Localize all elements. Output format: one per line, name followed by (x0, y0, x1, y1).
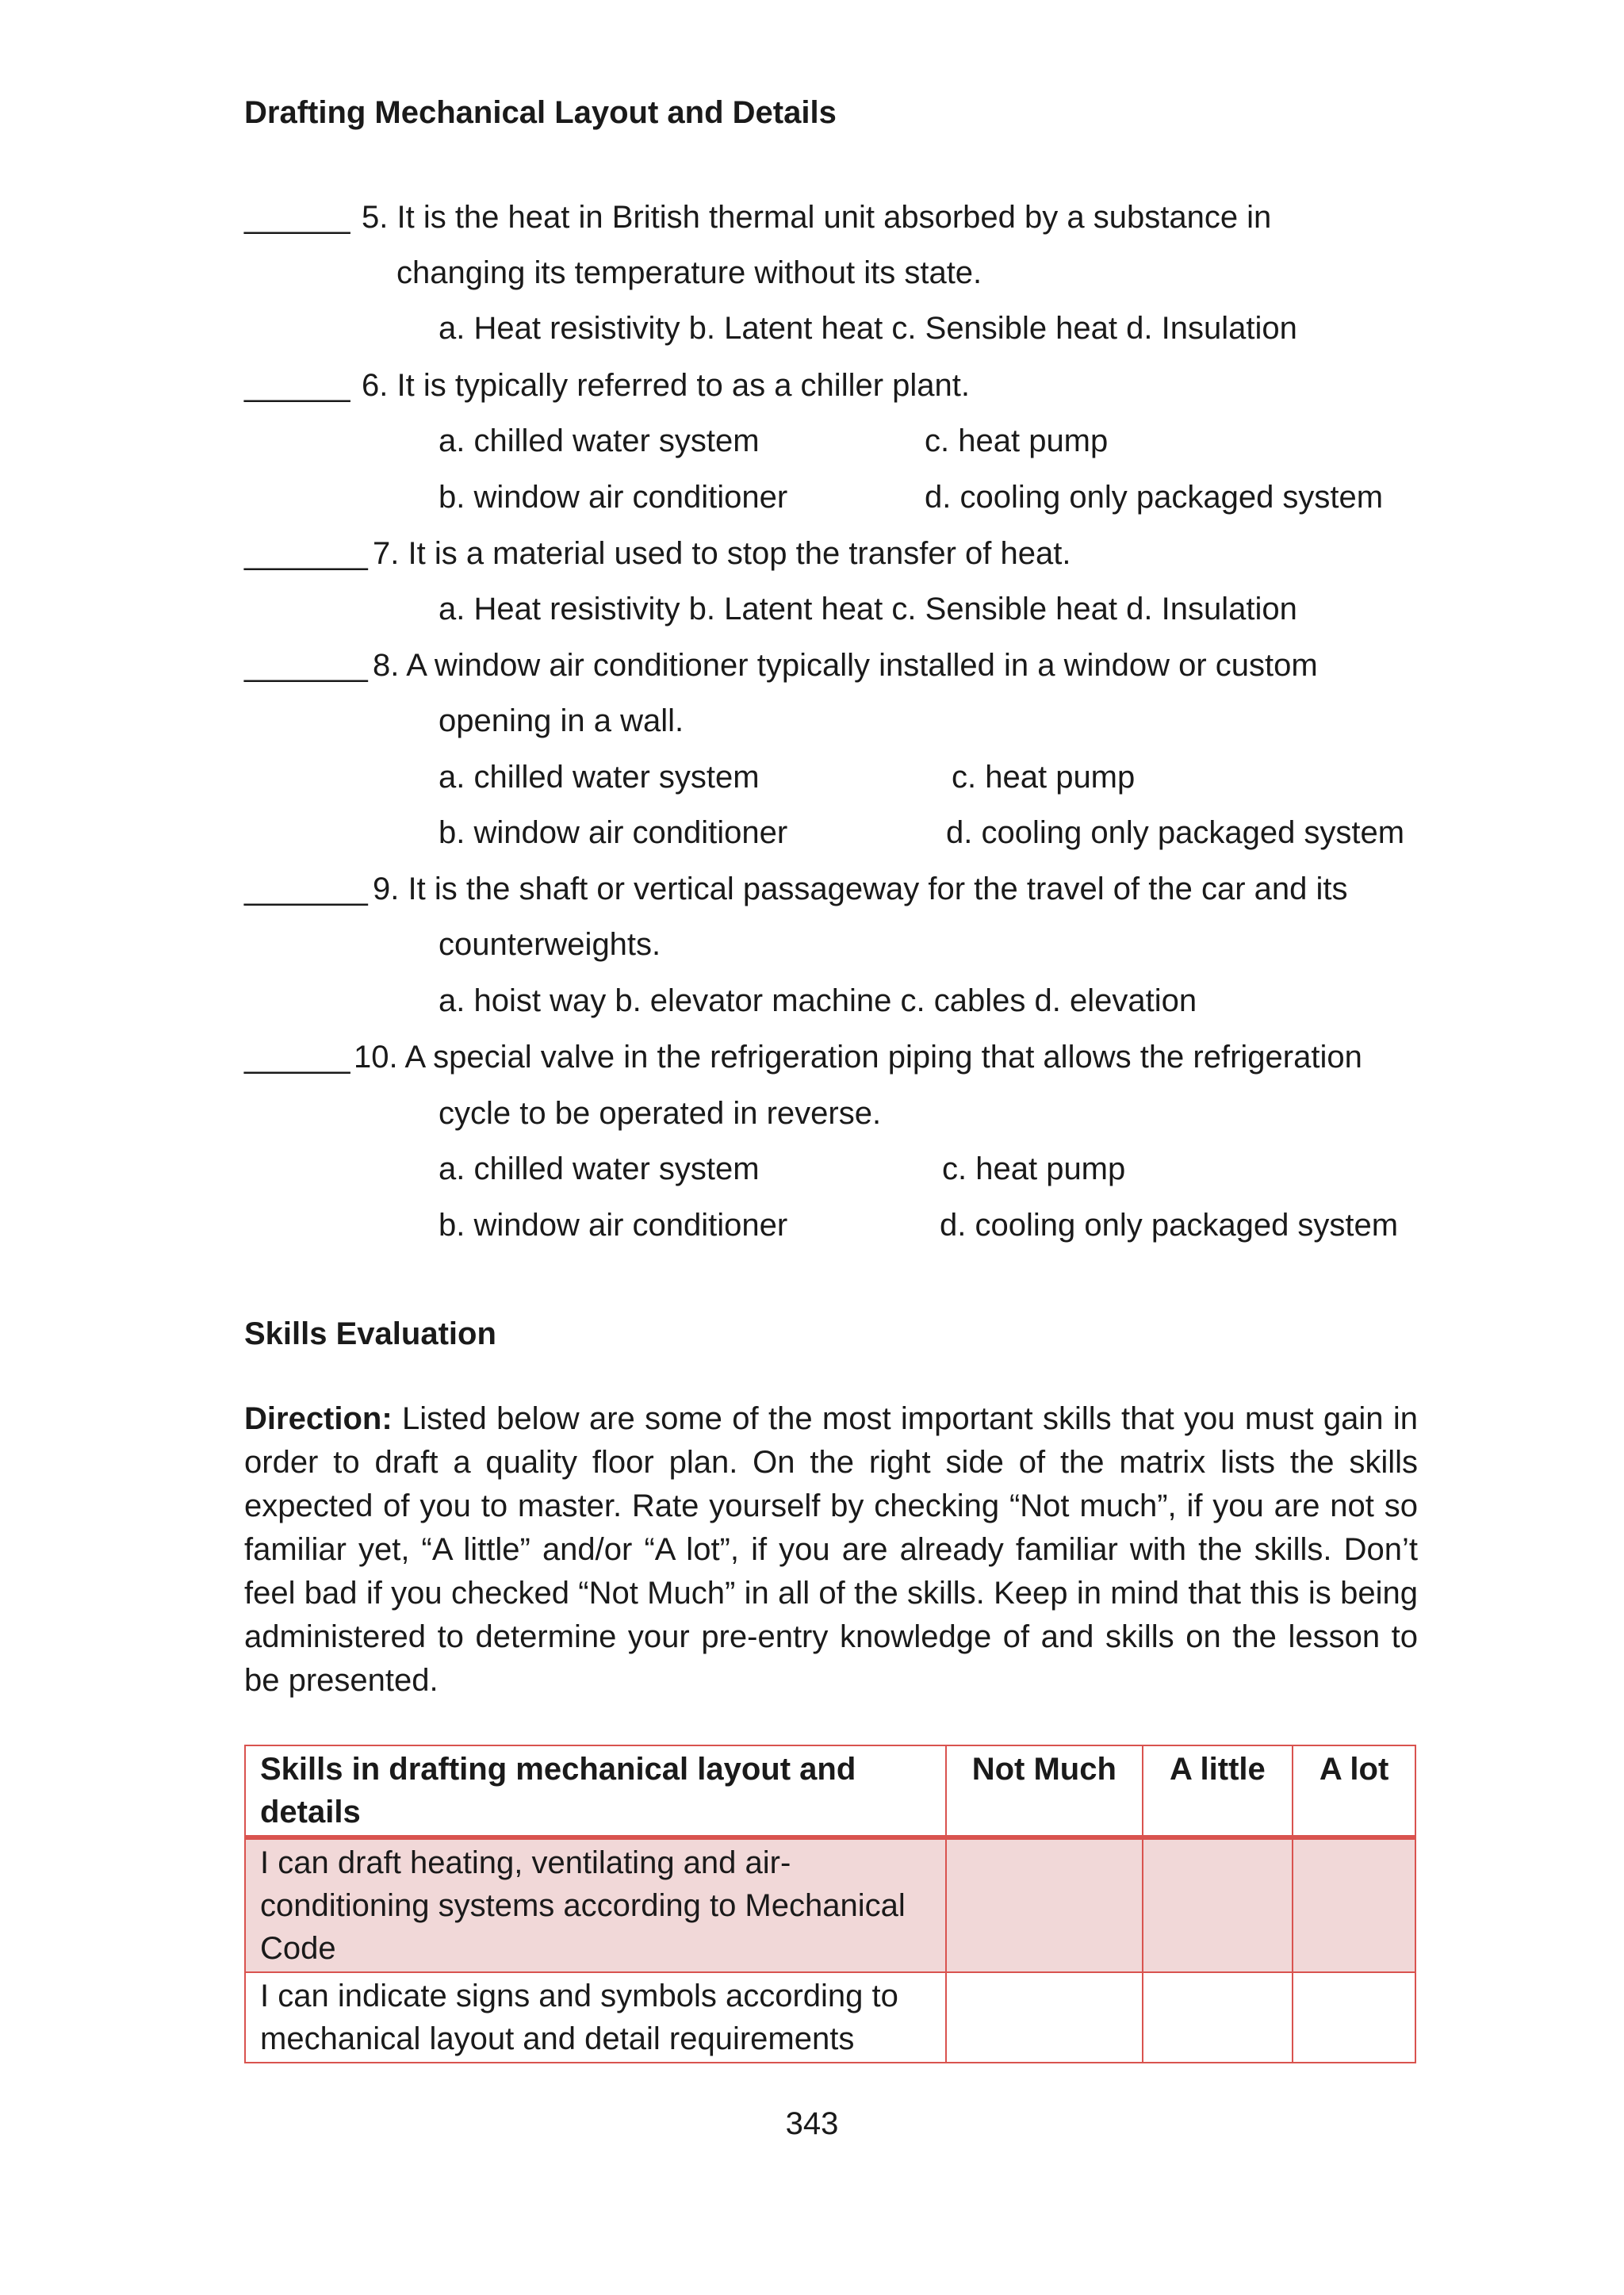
rating-cell-a-lot[interactable] (1293, 1972, 1415, 2063)
direction-paragraph (244, 1397, 1418, 1703)
question-6-choice-b: b. window air conditioner (439, 480, 788, 515)
question-5-stem: 5. It is the heat in British thermal unit absorbed by a substance in (362, 200, 1272, 235)
question-8-choice-c: c. heat pump (952, 760, 1136, 795)
header-a-little: A little (1143, 1745, 1293, 1837)
table-row (245, 1972, 1415, 2063)
question-9-choices: a. hoist way b. elevator machine c. cables d. elevation (439, 983, 1197, 1018)
question-8-choice-d: d. cooling only packaged system (946, 815, 1405, 850)
header-a-lot: A lot (1293, 1745, 1415, 1837)
direction-label: Direction: (244, 1401, 393, 1436)
rating-cell-not-much[interactable] (946, 1837, 1143, 1972)
question-6-choice-c: c. heat pump (925, 423, 1109, 458)
question-10-choice-a: a. chilled water system (439, 1151, 760, 1186)
answer-blank-6: ______ (244, 368, 350, 403)
section-title-skills-evaluation: Skills Evaluation (244, 1316, 496, 1351)
question-8-choice-b: b. window air conditioner (439, 815, 788, 850)
question-10-choice-c: c. heat pump (942, 1151, 1126, 1186)
question-9-stem: 9. It is the shaft or vertical passageway for the travel of the car and its (373, 872, 1348, 906)
question-8-choice-a: a. chilled water system (439, 760, 760, 795)
answer-blank-5: ______ (244, 200, 350, 235)
question-7-stem: 7. It is a material used to stop the transfer of heat. (373, 536, 1071, 571)
question-7-choices: a. Heat resistivity b. Latent heat c. Sensible heat d. Insulation (439, 592, 1297, 626)
question-6-choice-d: d. cooling only packaged system (925, 480, 1384, 515)
rating-cell-not-much[interactable] (946, 1972, 1143, 2063)
skill-description: I can draft heating, ventilating and air-conditioning systems according to Mechanical Code (245, 1837, 946, 1972)
question-5-stem-continued: changing its temperature without its state. (396, 255, 982, 290)
skills-rating-table (244, 1745, 1416, 2063)
skill-description: I can indicate signs and symbols according to mechanical layout and detail requirements (245, 1972, 946, 2063)
question-9-stem-continued: counterweights. (439, 927, 661, 962)
rating-cell-a-little[interactable] (1143, 1837, 1293, 1972)
table-row (245, 1837, 1415, 1972)
question-10-stem: 10. A special valve in the refrigeration piping that allows the refrigeration (354, 1040, 1362, 1075)
question-8-stem: 8. A window air conditioner typically installed in a window or custom (373, 648, 1318, 683)
header-not-much: Not Much (946, 1745, 1143, 1837)
answer-blank-9: _______ (244, 872, 368, 906)
answer-blank-10: ______ (244, 1040, 350, 1075)
answer-blank-8: _______ (244, 648, 368, 683)
question-10-choice-d: d. cooling only packaged system (940, 1208, 1399, 1243)
question-6-stem: 6. It is typically referred to as a chiller plant. (362, 368, 970, 403)
rating-cell-a-little[interactable] (1143, 1972, 1293, 2063)
page-header-title: Drafting Mechanical Layout and Details (244, 95, 837, 130)
question-5-choices: a. Heat resistivity b. Latent heat c. Sensible heat d. Insulation (439, 311, 1297, 346)
rating-cell-a-lot[interactable] (1293, 1837, 1415, 1972)
table-header-row (245, 1745, 1415, 1837)
question-6-choice-a: a. chilled water system (439, 423, 760, 458)
question-8-stem-continued: opening in a wall. (439, 703, 684, 738)
page-number: 343 (785, 2106, 839, 2141)
question-10-choice-b: b. window air conditioner (439, 1208, 788, 1243)
direction-text: Listed below are some of the most important skills that you must gain in order to draft a quality floor plan. On the right side of the matrix lists the skills expected of you to master. Rate yourself by checking “Not much”, if you are not so familiar yet, “A little” and/or “A lot”, if you are already familiar with the skills. Don’t feel bad if you checked “Not Much” in all of the skills. Keep in mind that this is being administered to determine your pre-entry knowledge of and skills on the lesson to be presented. (244, 1401, 1418, 1698)
header-skills: Skills in drafting mechanical layout and details (245, 1745, 946, 1837)
question-10-stem-continued: cycle to be operated in reverse. (439, 1096, 882, 1131)
answer-blank-7: _______ (244, 536, 368, 571)
